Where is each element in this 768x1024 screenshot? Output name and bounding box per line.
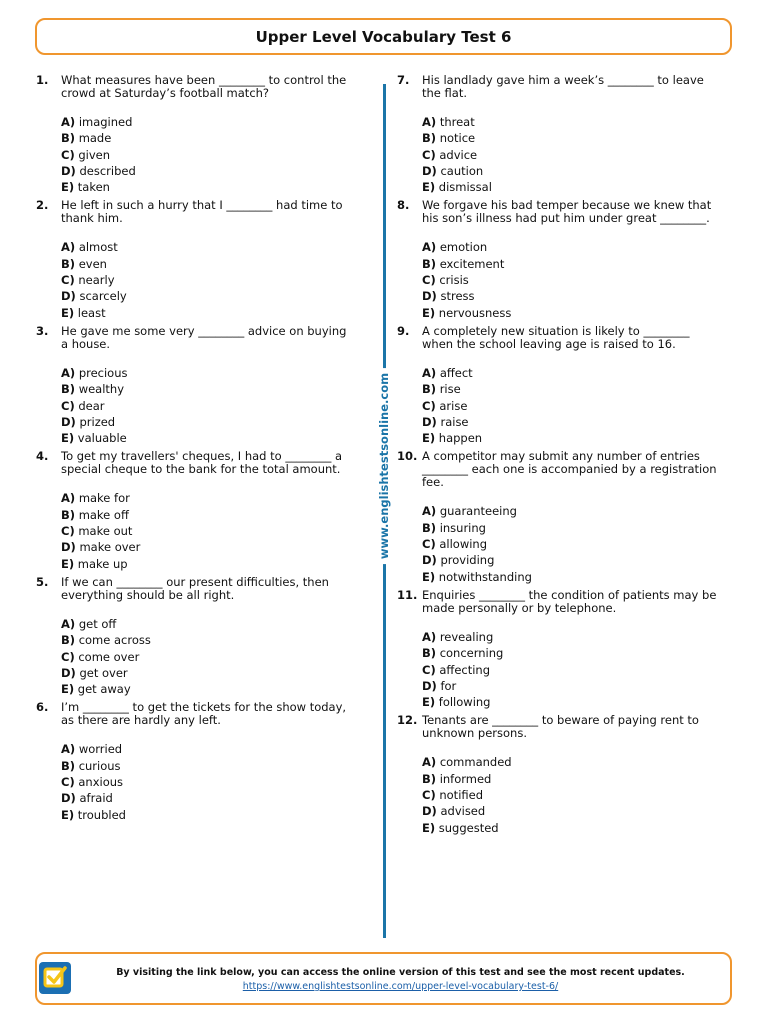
option-letter: A) <box>422 755 437 770</box>
option-text: afraid <box>79 791 113 806</box>
option-letter: A) <box>61 491 76 506</box>
answer-option <box>61 179 356 195</box>
option-letter: A) <box>422 115 437 129</box>
option-letter: B) <box>422 256 437 271</box>
option-letter: D) <box>422 414 437 429</box>
option-text: taken <box>77 180 110 195</box>
question-number: 11. <box>397 587 418 602</box>
option-letter: E) <box>61 556 75 571</box>
answer-option <box>422 163 717 179</box>
answer-option <box>422 645 717 661</box>
answer-option <box>422 694 717 710</box>
option-letter: E) <box>422 431 436 446</box>
question-stem <box>397 199 717 225</box>
option-text: imagined <box>78 115 133 129</box>
option-text: even <box>78 256 107 271</box>
question-stem <box>397 74 717 100</box>
answer-option <box>61 381 356 397</box>
option-text: for <box>440 678 457 693</box>
answer-option <box>61 114 356 130</box>
title-box <box>35 18 732 55</box>
answer-option <box>61 507 356 523</box>
question-number: 9. <box>397 323 410 338</box>
answer-options <box>61 239 356 320</box>
option-text: scarcely <box>79 289 127 304</box>
question <box>36 325 356 446</box>
answer-option <box>61 790 356 806</box>
option-text: notice <box>439 131 476 146</box>
option-letter: A) <box>61 365 76 380</box>
answer-option <box>61 758 356 774</box>
answer-option <box>61 556 356 572</box>
option-letter: A) <box>61 240 76 255</box>
answer-option <box>422 430 717 446</box>
question-number: 2. <box>36 198 49 213</box>
question-text: A competitor may submit any number of entries ________ each one is accompanied by a registration fee. <box>422 449 717 490</box>
answer-option <box>61 490 356 506</box>
question-text: To get my travellers' cheques, I had to ________ a special cheque to the bank for the total amount. <box>61 449 343 477</box>
answer-options <box>61 490 356 571</box>
answer-option <box>422 520 717 536</box>
footer-text: By visiting the link below, you can access the online version of this test and see the most recent updates. <box>116 967 685 978</box>
option-text: allowing <box>439 537 488 552</box>
option-text: raise <box>440 414 469 429</box>
option-text: advice <box>439 147 478 162</box>
option-text: made <box>78 131 112 146</box>
question <box>36 74 356 195</box>
option-letter: C) <box>422 537 436 552</box>
question-stem <box>36 74 356 100</box>
option-letter: A) <box>61 115 76 129</box>
option-letter: D) <box>61 414 76 429</box>
right-column <box>397 74 717 836</box>
answer-option <box>61 256 356 272</box>
option-letter: A) <box>422 504 437 519</box>
answer-options <box>422 629 717 710</box>
option-letter: B) <box>422 646 437 661</box>
answer-option <box>61 288 356 304</box>
option-letter: B) <box>61 256 76 271</box>
option-letter: D) <box>61 289 76 304</box>
question <box>397 714 717 835</box>
answer-option <box>61 365 356 381</box>
option-text: notwithstanding <box>438 569 532 584</box>
answer-option <box>422 787 717 803</box>
option-letter: E) <box>61 180 75 195</box>
option-text: nearly <box>78 273 115 288</box>
answer-option <box>61 774 356 790</box>
option-text: arise <box>439 398 468 413</box>
question-number: 12. <box>397 713 418 728</box>
answer-option <box>422 678 717 694</box>
option-text: get off <box>78 616 117 631</box>
question-text: If we can ________ our present difficulties, then everything should be all right. <box>61 574 329 602</box>
option-letter: D) <box>61 163 76 178</box>
option-text: revealing <box>439 629 494 644</box>
question-text: His landlady gave him a week’s ________ to leave the flat. <box>422 73 704 100</box>
option-text: come across <box>78 633 151 648</box>
answer-options <box>61 114 356 195</box>
question-text: He left in such a hurry that I ________ had time to thank him. <box>61 198 343 226</box>
option-text: valuable <box>77 431 127 446</box>
question-number: 7. <box>397 73 410 87</box>
question-text: We forgave his bad temper because we knew that his son’s illness had put him under great ________. <box>422 198 712 226</box>
option-letter: E) <box>422 569 436 584</box>
answer-option <box>422 398 717 414</box>
option-text: providing <box>440 553 495 568</box>
option-letter: D) <box>61 540 76 555</box>
question-number: 4. <box>36 449 49 464</box>
option-letter: E) <box>61 305 75 320</box>
option-letter: D) <box>422 678 437 693</box>
answer-options <box>422 503 717 584</box>
option-text: worried <box>78 742 123 757</box>
option-letter: C) <box>422 147 436 162</box>
answer-option <box>422 381 717 397</box>
answer-option <box>61 523 356 539</box>
answer-option <box>422 114 717 130</box>
option-text: get over <box>79 665 128 680</box>
answer-option <box>61 130 356 146</box>
answer-options <box>422 754 717 835</box>
answer-option <box>422 503 717 519</box>
option-letter: A) <box>61 616 76 631</box>
option-letter: E) <box>422 305 436 320</box>
option-letter: B) <box>61 382 76 397</box>
option-letter: C) <box>422 398 436 413</box>
option-text: dear <box>78 398 105 413</box>
answer-option <box>61 272 356 288</box>
option-letter: E) <box>61 807 75 822</box>
answer-option <box>61 398 356 414</box>
option-text: excitement <box>439 256 505 271</box>
answer-options <box>61 365 356 446</box>
option-text: least <box>77 305 106 320</box>
option-letter: D) <box>61 665 76 680</box>
option-letter: C) <box>422 788 436 803</box>
question-stem <box>397 714 717 740</box>
answer-option <box>422 569 717 585</box>
option-text: notified <box>439 788 484 803</box>
option-text: make for <box>78 491 130 506</box>
answer-options <box>422 365 717 446</box>
option-text: following <box>438 695 491 710</box>
option-text: wealthy <box>78 382 125 397</box>
option-letter: E) <box>61 431 75 446</box>
option-letter: C) <box>61 273 75 288</box>
option-text: make over <box>79 540 141 555</box>
answer-option <box>422 239 717 255</box>
option-letter: D) <box>422 553 437 568</box>
question-text: A completely new situation is likely to ________ when the school leaving age is raised to 16. <box>422 323 690 351</box>
footer-box <box>35 952 732 1005</box>
answer-option <box>422 629 717 645</box>
option-text: crisis <box>439 273 469 288</box>
option-text: curious <box>78 758 121 773</box>
question-stem <box>36 325 356 351</box>
answer-options <box>61 616 356 697</box>
question-number: 6. <box>36 700 49 715</box>
option-letter: B) <box>61 758 76 773</box>
option-text: described <box>79 163 136 178</box>
answer-option <box>422 179 717 195</box>
page-title: Upper Level Vocabulary Test 6 <box>255 27 512 46</box>
answer-option <box>61 665 356 681</box>
question <box>397 74 717 195</box>
answer-options <box>422 114 717 195</box>
option-letter: E) <box>422 695 436 710</box>
checkmark-logo-icon <box>39 962 71 994</box>
answer-option <box>422 256 717 272</box>
answer-option <box>422 288 717 304</box>
option-text: concerning <box>439 646 504 661</box>
question-text: I’m ________ to get the tickets for the show today, as there are hardly any left. <box>61 700 347 728</box>
option-letter: B) <box>422 771 437 786</box>
answer-option <box>422 754 717 770</box>
option-text: threat <box>439 115 475 129</box>
answer-option <box>61 632 356 648</box>
answer-option <box>61 239 356 255</box>
answer-option <box>422 536 717 552</box>
option-text: happen <box>438 431 483 446</box>
question <box>36 576 356 697</box>
option-text: given <box>78 147 111 162</box>
question-text: Tenants are ________ to beware of paying rent to unknown persons. <box>422 713 699 741</box>
option-letter: B) <box>61 507 76 522</box>
option-text: nervousness <box>438 305 512 320</box>
option-letter: B) <box>422 520 437 535</box>
answer-option <box>61 414 356 430</box>
option-text: guaranteeing <box>439 504 517 519</box>
question-stem <box>397 589 717 615</box>
question-number: 3. <box>36 323 49 338</box>
option-letter: C) <box>61 775 75 790</box>
option-letter: D) <box>422 289 437 304</box>
question <box>36 199 356 320</box>
option-letter: B) <box>422 131 437 146</box>
question <box>36 450 356 571</box>
answer-options <box>61 741 356 822</box>
answer-option <box>61 539 356 555</box>
option-text: emotion <box>439 240 488 255</box>
option-letter: E) <box>422 180 436 195</box>
answer-option <box>61 616 356 632</box>
option-letter: C) <box>61 398 75 413</box>
option-letter: E) <box>61 682 75 697</box>
option-letter: B) <box>422 382 437 397</box>
option-letter: C) <box>61 649 75 664</box>
option-letter: C) <box>422 273 436 288</box>
answer-option <box>422 662 717 678</box>
option-text: suggested <box>438 820 499 835</box>
question-number: 8. <box>397 198 410 213</box>
option-text: caution <box>440 163 484 178</box>
answer-option <box>61 305 356 321</box>
question-stem <box>36 450 356 476</box>
answer-option <box>422 272 717 288</box>
option-letter: D) <box>61 791 76 806</box>
option-text: make up <box>77 556 128 571</box>
option-text: informed <box>439 771 492 786</box>
answer-option <box>422 365 717 381</box>
option-text: make out <box>78 524 133 539</box>
answer-option <box>61 681 356 697</box>
option-text: almost <box>78 240 118 255</box>
side-website-label: www.englishtestsonline.com <box>377 368 391 564</box>
option-letter: C) <box>422 662 436 677</box>
answer-option <box>61 147 356 163</box>
answer-option <box>61 741 356 757</box>
option-text: anxious <box>78 775 124 790</box>
option-text: prized <box>79 414 116 429</box>
question-text: He gave me some very ________ advice on buying a house. <box>61 323 347 351</box>
answer-option <box>61 649 356 665</box>
answer-option <box>422 147 717 163</box>
option-text: insuring <box>439 520 486 535</box>
question-number: 5. <box>36 574 49 589</box>
answer-option <box>422 305 717 321</box>
question-number: 1. <box>36 73 49 87</box>
option-text: advised <box>440 804 486 819</box>
answer-option <box>61 163 356 179</box>
option-letter: A) <box>422 629 437 644</box>
option-letter: E) <box>422 820 436 835</box>
option-text: affecting <box>439 662 491 677</box>
option-letter: A) <box>422 240 437 255</box>
answer-option <box>422 552 717 568</box>
answer-options <box>422 239 717 320</box>
option-text: stress <box>440 289 475 304</box>
question <box>36 701 356 822</box>
option-text: affect <box>439 365 473 380</box>
answer-option <box>422 803 717 819</box>
question-text: Enquiries ________ the condition of patients may be made personally or by telephone. <box>422 587 717 615</box>
option-letter: C) <box>61 524 75 539</box>
option-text: get away <box>77 682 131 697</box>
footer-link[interactable]: https://www.englishtestsonline.com/upper-level-vocabulary-test-6/ <box>242 981 559 992</box>
option-text: precious <box>78 365 128 380</box>
option-text: troubled <box>77 807 126 822</box>
question-stem <box>36 701 356 727</box>
option-letter: D) <box>422 804 437 819</box>
option-text: make off <box>78 507 129 522</box>
option-text: rise <box>439 382 461 397</box>
question-text: What measures have been ________ to control the crowd at Saturday’s football match? <box>61 73 347 100</box>
answer-option <box>422 771 717 787</box>
answer-option <box>422 414 717 430</box>
question-stem <box>397 325 717 351</box>
question <box>397 450 717 584</box>
question <box>397 199 717 320</box>
option-letter: B) <box>61 131 76 146</box>
option-text: come over <box>78 649 140 664</box>
left-column <box>36 74 356 823</box>
option-text: commanded <box>439 755 512 770</box>
question-stem <box>36 576 356 602</box>
option-letter: C) <box>61 147 75 162</box>
option-letter: A) <box>422 365 437 380</box>
answer-option <box>422 820 717 836</box>
question-stem <box>397 450 717 489</box>
answer-option <box>61 807 356 823</box>
answer-option <box>422 130 717 146</box>
option-letter: D) <box>422 163 437 178</box>
option-letter: A) <box>61 742 76 757</box>
option-text: dismissal <box>438 180 492 195</box>
question-number: 10. <box>397 449 418 464</box>
question-stem <box>36 199 356 225</box>
question <box>397 589 717 710</box>
question <box>397 325 717 446</box>
option-letter: B) <box>61 633 76 648</box>
answer-option <box>61 430 356 446</box>
